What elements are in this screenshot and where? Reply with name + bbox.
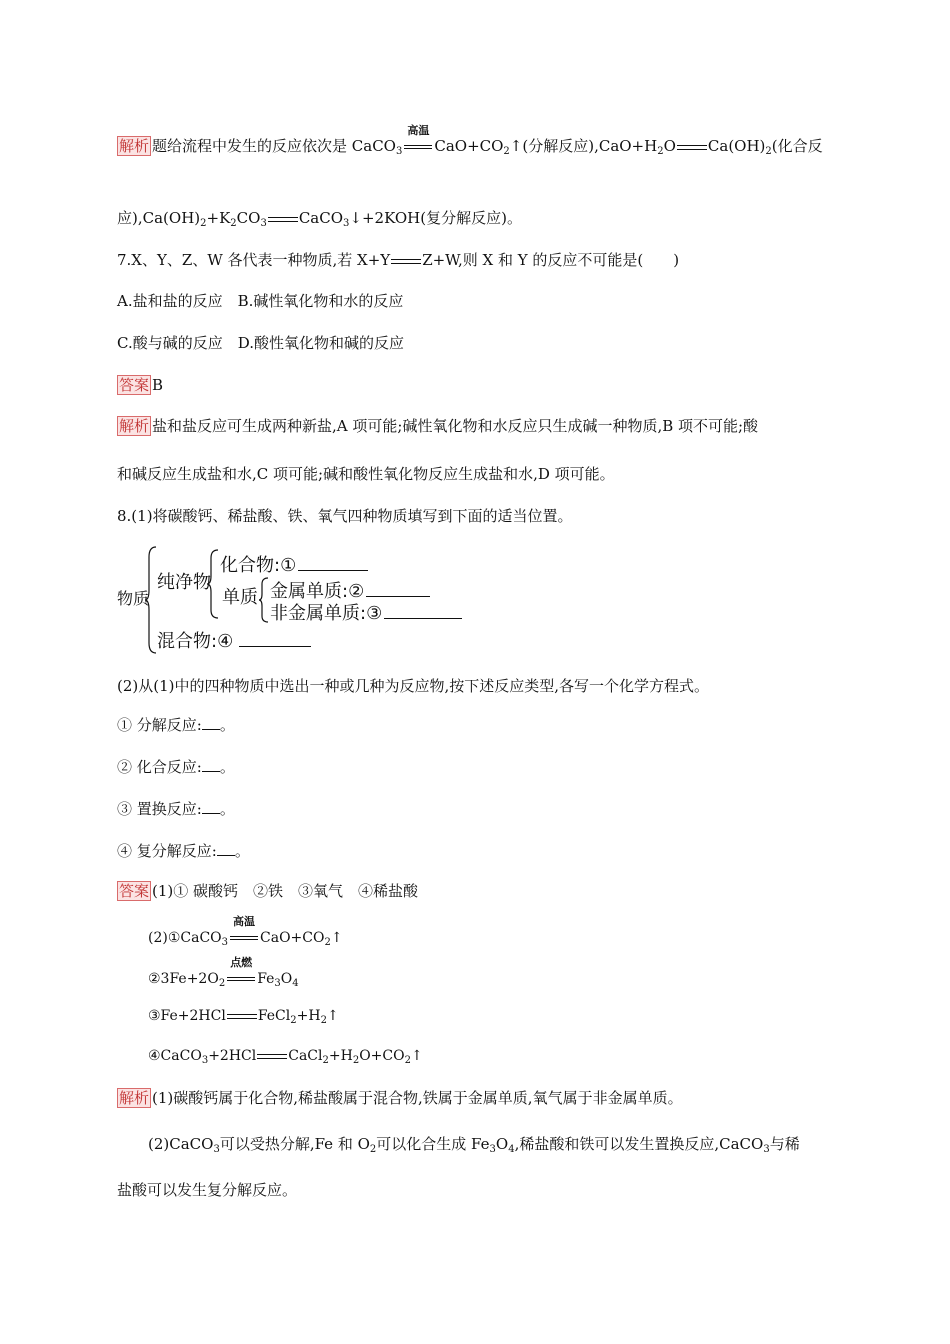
brace-element bbox=[258, 576, 270, 624]
reaction-condition: 高温 bbox=[229, 931, 259, 945]
analysis-tag: 解析 bbox=[119, 1089, 150, 1107]
equals-sign bbox=[227, 1014, 257, 1019]
q8-r1: ① 分解反应: 。 bbox=[117, 716, 235, 734]
equals-sign bbox=[257, 1054, 287, 1059]
q8-answer: 答案 (1)① 碳酸钙 ②铁 ③氧气 ④稀盐酸 bbox=[119, 882, 419, 900]
brace-root bbox=[144, 545, 158, 655]
q8-r4: ④ 复分解反应: 。 bbox=[117, 842, 250, 860]
reaction-condition: 点燃 bbox=[226, 972, 256, 986]
tree-pure: 纯净物 bbox=[157, 572, 211, 593]
q8-analysis-line2: (2)CaCO$_3$可以受热分解,Fe 和 $O_2$可以化合生成 $Fe_3O_4$,稀盐酸和铁可以发生置换反应,CaCO$_3$与稀 bbox=[148, 1135, 800, 1155]
q7-answer: 答案 B bbox=[119, 376, 164, 394]
tree-compound: 化合物:① bbox=[220, 552, 368, 577]
equals-sign bbox=[677, 145, 707, 150]
analysis-tag: 解析 bbox=[119, 137, 150, 155]
answer-tag: 答案 bbox=[119, 376, 150, 394]
q8-stem2: (2)从(1)中的四种物质中选出一种或几种为反应物,按下述反应类型,各写一个化学方程式。 bbox=[117, 677, 710, 695]
q7-analysis-line2: 和碱反应生成盐和水,C 项可能;碱和酸性氧化物反应生成盐和水,D 项可能。 bbox=[117, 465, 615, 483]
analysis-tag: 解析 bbox=[119, 417, 150, 435]
tree-root: 物质 bbox=[117, 589, 150, 608]
q7-options-cd: C.酸与碱的反应 D.酸性氧化物和碱的反应 bbox=[117, 334, 404, 352]
equals-sign bbox=[391, 259, 421, 264]
q6-analysis-line1: 解析 题给流程中发生的反应依次是 CaCO$_3$ 高温 $CaO+CO_2↑$(分解反应)$,CaO+H_2O$ $Ca(OH)_2$(化合反 bbox=[119, 124, 823, 157]
q8-stem1: 8.(1)将碳酸钙、稀盐酸、铁、氧气四种物质填写到下面的适当位置。 bbox=[117, 507, 573, 525]
q8-r2: ② 化合反应: 。 bbox=[117, 758, 235, 776]
q7-stem: 7.X、Y、Z、W 各代表一种物质,若 X+Y Z+W,则 X 和 Y 的反应不可能是( ) bbox=[117, 251, 680, 269]
tree-nonmetal: 非金属单质:③ bbox=[270, 600, 462, 625]
equation-2: $②3Fe+2O_2$ 点燃 $Fe_3O_4$ bbox=[148, 956, 299, 989]
tree-element: 单质 bbox=[222, 587, 258, 608]
answer-tag: 答案 bbox=[119, 882, 150, 900]
equation-3: ③Fe+2HCl $FeCl_2+H_2↑$ bbox=[148, 1008, 339, 1026]
q7-options-ab: A.盐和盐的反应 B.碱性氧化物和水的反应 bbox=[117, 292, 404, 310]
equals-sign bbox=[268, 217, 298, 222]
tree-mixture: 混合物:④ bbox=[157, 628, 311, 653]
reaction-condition: 高温 bbox=[403, 140, 433, 154]
q8-r3: ③ 置换反应: 。 bbox=[117, 800, 235, 818]
q6-analysis-line2: 应)$,Ca(OH)_2+K_2CO_3$ CaCO$_3$↓+2KOH(复分解反应)。 bbox=[117, 209, 522, 229]
tree-metal: 金属单质:② bbox=[270, 578, 430, 603]
q7-analysis-line1: 解析 盐和盐反应可生成两种新盐,A 项可能;碱性氧化物和水反应只生成碱一种物质,B 项不可能;酸 bbox=[119, 417, 759, 435]
q8-analysis-line1: 解析 (1)碳酸钙属于化合物,稀盐酸属于混合物,铁属于金属单质,氧气属于非金属单质。 bbox=[119, 1089, 683, 1107]
brace-pure bbox=[206, 548, 220, 620]
equation-4: ④CaCO$_3$+2HCl $CaCl_2+H_2O+CO_2↑$ bbox=[148, 1048, 423, 1066]
q8-analysis-line3: 盐酸可以发生复分解反应。 bbox=[117, 1181, 298, 1199]
equation-1: (2)①CaCO$_3$ 高温 $CaO+CO_2↑$ bbox=[148, 915, 343, 948]
